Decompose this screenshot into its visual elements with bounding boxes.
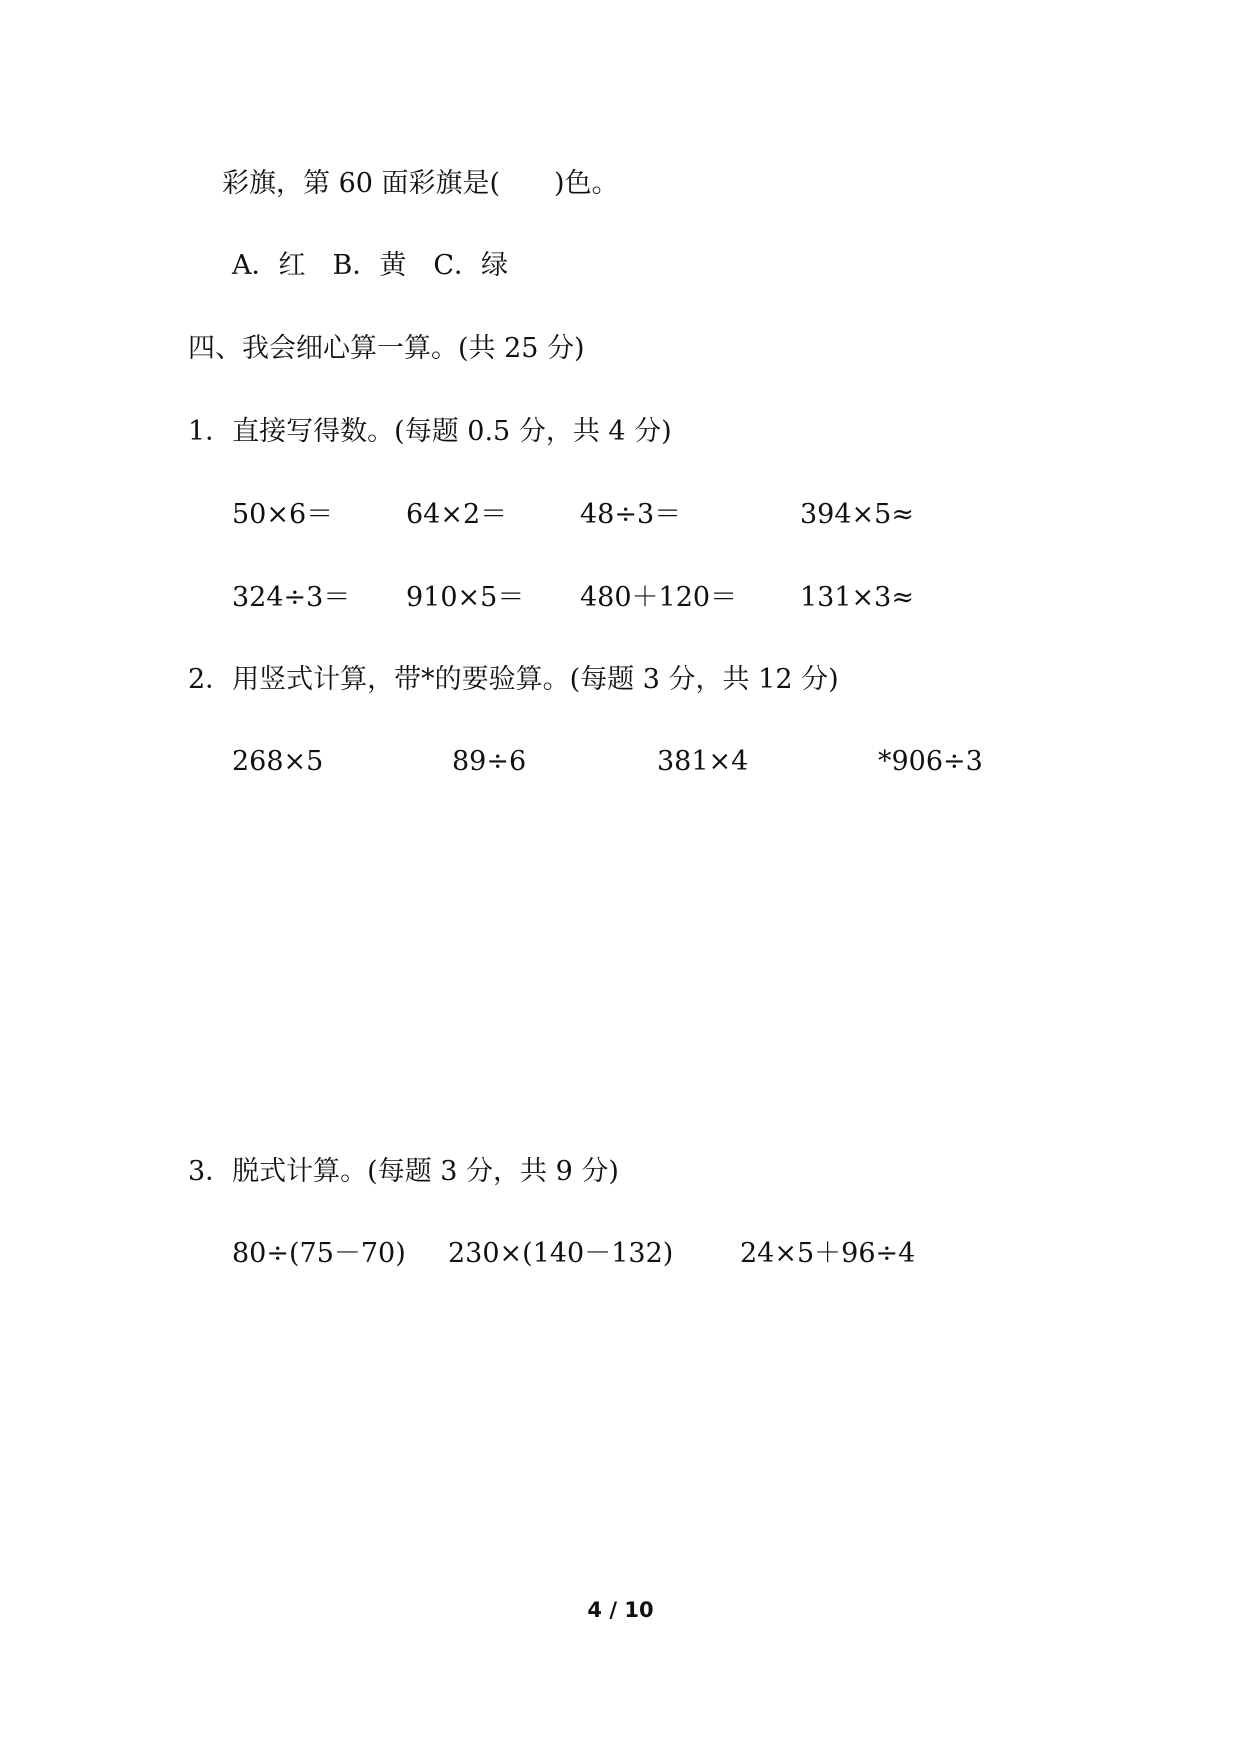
question-continuation-text: 彩旗，第 60 面彩旗是( )色。 xyxy=(222,168,619,199)
oral-calc-item: 50×6＝ xyxy=(232,499,334,530)
vertical-calc-item: 268×5 xyxy=(232,746,324,777)
vertical-calc-item: *906÷3 xyxy=(878,746,983,777)
question-2-heading: 2．用竖式计算，带*的要验算。(每题 3 分，共 12 分) xyxy=(188,664,839,695)
step-calc-item: 230×(140－132) xyxy=(448,1238,674,1269)
vertical-calc-item: 381×4 xyxy=(657,746,749,777)
oral-calc-item: 394×5≈ xyxy=(800,499,914,530)
step-calc-item: 24×5＋96÷4 xyxy=(740,1238,916,1269)
page-number: 4 / 10 xyxy=(587,1598,654,1622)
oral-calc-item: 64×2＝ xyxy=(406,499,508,530)
section-heading: 四、我会细心算一算。(共 25 分) xyxy=(188,333,585,364)
step-calc-item: 80÷(75－70) xyxy=(232,1238,406,1269)
question-3-heading: 3．脱式计算。(每题 3 分，共 9 分) xyxy=(188,1156,619,1187)
answer-choices: A．红 B．黄 C．绿 xyxy=(232,250,508,281)
oral-calc-item: 131×3≈ xyxy=(800,582,914,613)
oral-calc-item: 48÷3＝ xyxy=(580,499,682,530)
vertical-calc-item: 89÷6 xyxy=(452,746,527,777)
question-1-heading: 1．直接写得数。(每题 0.5 分，共 4 分) xyxy=(188,416,672,447)
oral-calc-item: 324÷3＝ xyxy=(232,582,351,613)
oral-calc-item: 910×5＝ xyxy=(406,582,525,613)
oral-calc-item: 480＋120＝ xyxy=(580,582,738,613)
